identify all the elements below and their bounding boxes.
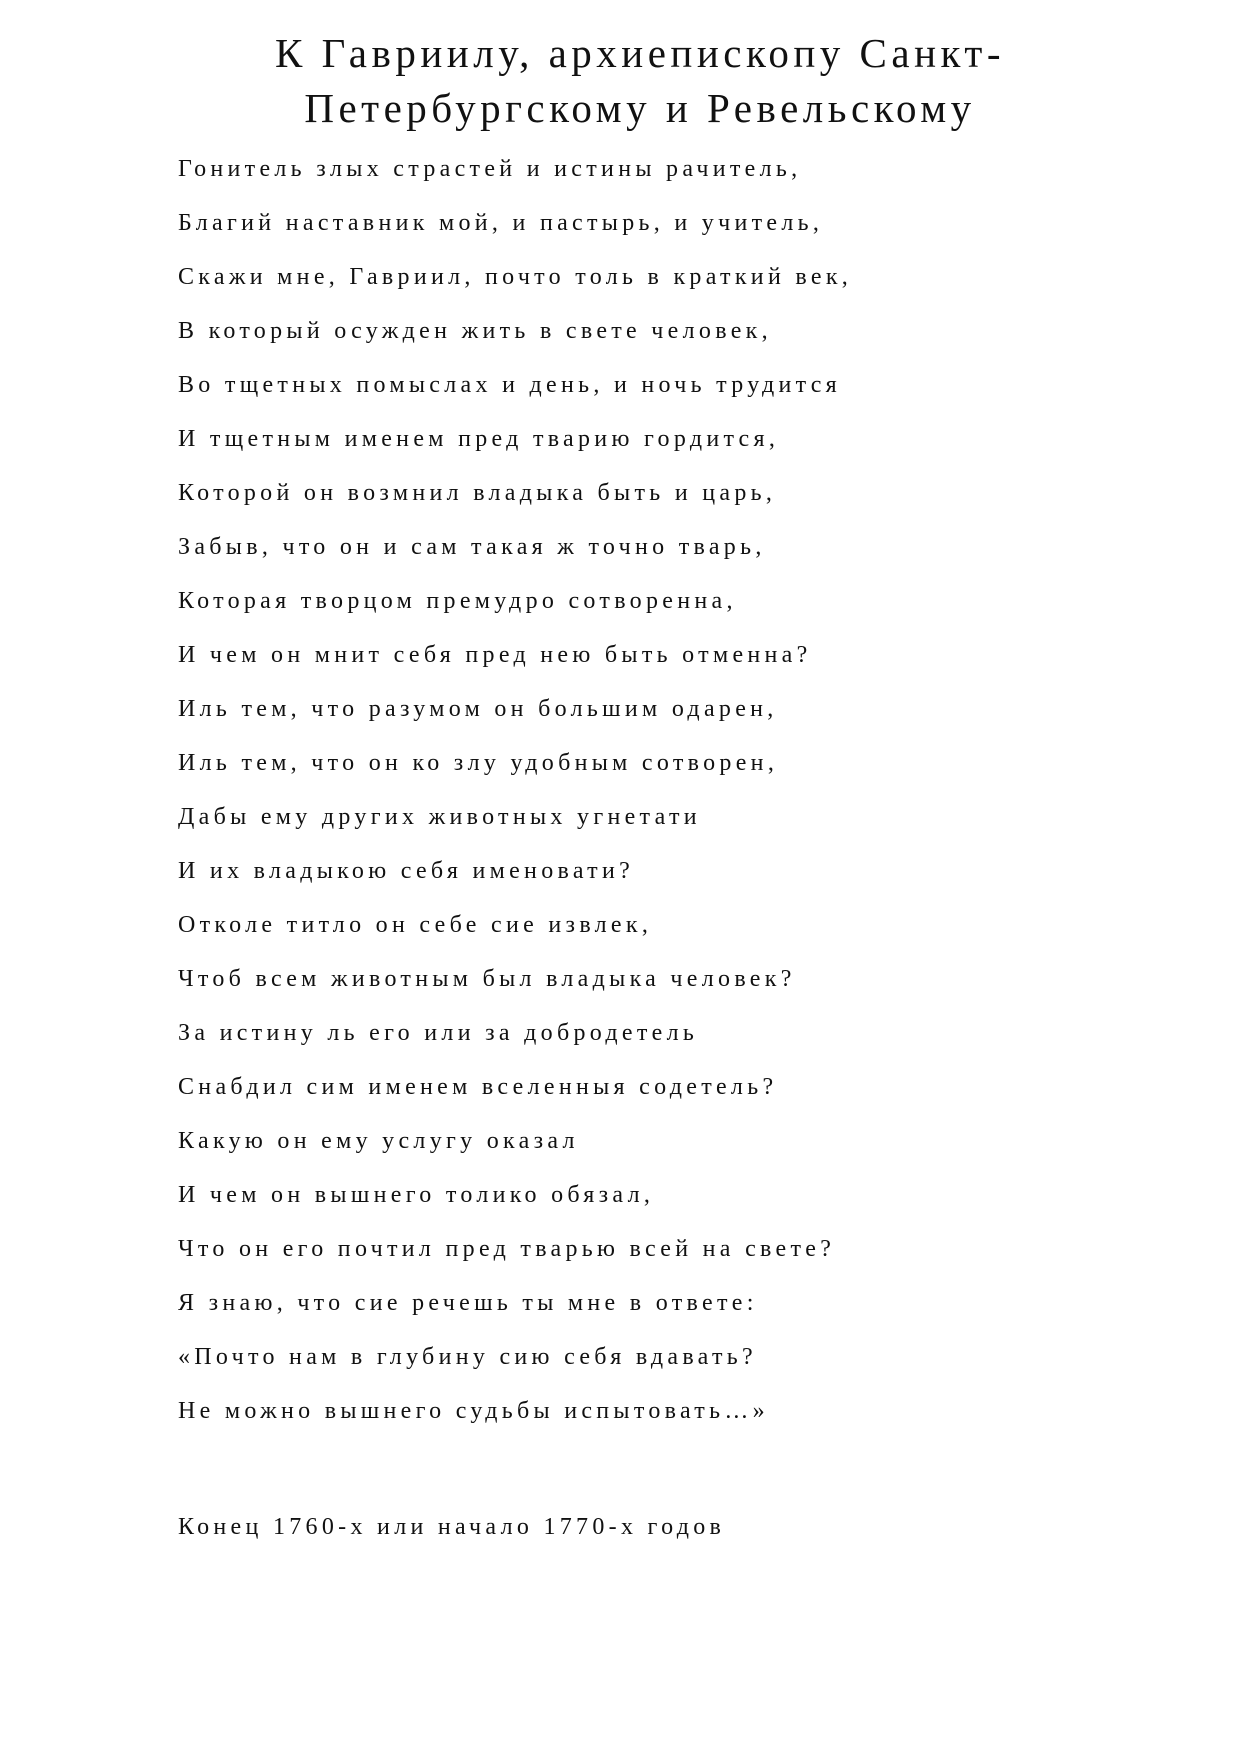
poem-line: Дабы ему других животных угнетати [178, 804, 701, 830]
poem-date: Конец 1760-х или начало 1770-х годов [178, 1514, 726, 1540]
poem-line: Чтоб всем животным был владыка человек? [178, 966, 796, 992]
poem-line: И чем он мнит себя пред нею быть отменна? [178, 642, 812, 668]
poem-line: И тщетным именем пред тварию гордится, [178, 426, 780, 452]
poem-line: Снабдил сим именем вселенныя содетель? [178, 1074, 778, 1100]
poem-line: Во тщетных помыслах и день, и ночь трудится [178, 372, 842, 398]
poem-line: За истину ль его или за добродетель [178, 1020, 699, 1046]
poem-line: Какую он ему услугу оказал [178, 1128, 579, 1154]
poem-line: Которой он возмнил владыка быть и царь, [178, 480, 777, 506]
poem-line: Не можно вышнего судьбы испытовать…» [178, 1398, 769, 1424]
poem-line: Иль тем, что он ко злу удобным сотворен, [178, 750, 779, 776]
poem-line: Гонитель злых страстей и истины рачитель, [178, 156, 802, 182]
poem-line: И их владыкою себя именовати? [178, 858, 635, 884]
poem-line: Скажи мне, Гавриил, почто толь в краткий век, [178, 264, 853, 290]
poem-line: Иль тем, что разумом он большим одарен, [178, 696, 778, 722]
poem-line: И чем он вышнего толико обязал, [178, 1182, 655, 1208]
poem-line: Что он его почтил пред тварью всей на свете? [178, 1236, 836, 1262]
poem-line: В который осужден жить в свете человек, [178, 318, 772, 344]
poem-line: Которая творцом премудро сотворенна, [178, 588, 737, 614]
poem-title: К Гавриилу, архиепископу Санкт-Петербургскому и Ревельскому [275, 30, 1005, 131]
poem-body [178, 154, 852, 1450]
poem-line: «Почто нам в глубину сию себя вдавать? [178, 1344, 757, 1370]
poem-line: Я знаю, что сие речешь ты мне в ответе: [178, 1290, 758, 1316]
poem-line: Забыв, что он и сам такая ж точно тварь, [178, 534, 766, 560]
poem-line: Отколе титло он себе сие извлек, [178, 912, 653, 938]
poem-line: Благий наставник мой, и пастырь, и учитель, [178, 210, 824, 236]
